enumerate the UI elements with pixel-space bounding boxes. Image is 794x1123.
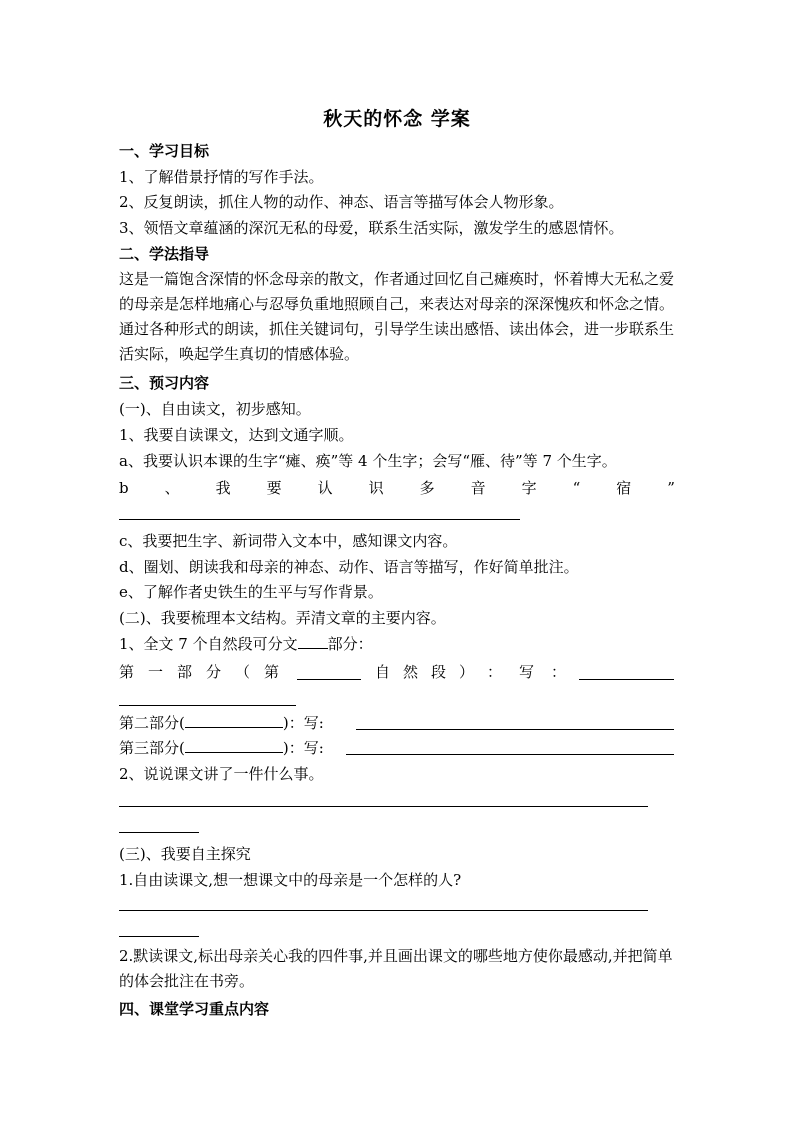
b-char: 要: [266, 479, 282, 497]
goal-item-2: 2、反复朗读，抓住人物的动作、神态、语言等描写体会人物形象。: [119, 193, 564, 211]
b-char: “: [572, 479, 581, 497]
part-one-char: （: [235, 663, 251, 681]
section-heading-goals: 一、学习目标: [119, 142, 210, 160]
part-one-char: 一: [148, 663, 164, 681]
part-two-summary-line[interactable]: [356, 729, 674, 730]
section-heading-preview: 三、预习内容: [119, 374, 210, 392]
b-char: 认: [317, 479, 333, 497]
part2-item1-prefix: 1、全文 7 个自然段可分文: [119, 635, 298, 653]
part-one-char: 第: [119, 663, 135, 681]
part-one-paragraph-blank[interactable]: [297, 663, 361, 680]
answer-line-event-2[interactable]: [119, 832, 199, 833]
part-three-paragraph-blank[interactable]: [185, 752, 283, 753]
part3-q1: 1.自由读课文,想一想课文中的母亲是一个怎样的人?: [119, 871, 462, 889]
part-one-char: 第: [264, 663, 280, 681]
part1-item1: 1、我要自读课文，达到文通字顺。: [119, 426, 354, 444]
part-three-suffix: )：写:: [282, 739, 324, 757]
part2-item1: [119, 633, 373, 655]
answer-line-event[interactable]: [119, 806, 648, 807]
part2-item1-suffix: 部分：: [327, 635, 373, 653]
b-char: 宿: [616, 479, 632, 497]
section-heading-focus: 四、课堂学习重点内容: [119, 1000, 270, 1018]
part-two-row: [119, 712, 324, 734]
parts-count-blank[interactable]: [298, 648, 328, 649]
part-one-char: ：: [551, 663, 567, 681]
b-char: 识: [368, 479, 384, 497]
b-char: 多: [419, 479, 435, 497]
part1-item-c: c、我要把生字、新词带入文本中，感知课文内容。: [119, 532, 458, 550]
part-one-char: 然: [403, 663, 419, 681]
part1-title: (一)、自由读文，初步感知。: [119, 400, 311, 418]
part-three-prefix: 第三部分(: [119, 739, 185, 757]
page-title: 秋天的怀念 学案: [323, 108, 471, 130]
part-one-char: ：: [487, 663, 503, 681]
part-one-char: 分: [206, 663, 222, 681]
part2-title: (二)、我要梳理本文结构。弄清文章的主要内容。: [119, 609, 446, 627]
b-char: ”: [667, 479, 675, 497]
part-three-row: [119, 737, 324, 759]
part2-item2: 2、说说课文讲了一件什么事。: [119, 765, 324, 783]
part-one-char: ）: [459, 663, 475, 681]
answer-line-q1-2[interactable]: [119, 936, 199, 937]
answer-line-b[interactable]: [119, 519, 520, 520]
goal-item-3: 3、领悟文章蕴涵的深沉无私的母爱，联系生活实际，激发学生的感恩情怀。: [119, 219, 624, 237]
part-two-suffix: )：写:: [282, 714, 324, 732]
method-paragraph: 这是一篇饱含深情的怀念母亲的散文，作者通过回忆自己瘫痪时，怀着博大无私之爱的母亲是怎样地痛心与忍辱负重地照顾自己，来表达对母亲的深深愧疚和怀念之情。通过各种形式的朗读，抓住关键词句，引导学生读出感悟、读出体会，进一步联系生活实际，唤起学生真切的情感体验。: [119, 270, 675, 363]
part-two-prefix: 第二部分(: [119, 714, 185, 732]
part1-item-a: a、我要认识本课的生字“瘫、痪”等 4 个生字；会写“雁、待”等 7 个生字。: [119, 452, 617, 470]
part-one-char: 段: [431, 663, 447, 681]
part1-item-d: d、圈划、朗读我和母亲的神态、动作、语言等描写，作好简单批注。: [119, 558, 579, 576]
answer-line-q1[interactable]: [119, 910, 648, 911]
b-char: 音: [470, 479, 486, 497]
b-char: 字: [521, 479, 537, 497]
part3-title: (三)、我要自主探究: [119, 845, 251, 863]
part-one-char: 自: [375, 663, 391, 681]
part-one-char: 写: [519, 663, 535, 681]
b-char: b: [119, 479, 129, 497]
part-two-paragraph-blank[interactable]: [185, 727, 283, 728]
part3-q2: 2.默读课文,标出母亲关心我的四件事,并且画出课文的哪些地方使你最感动,并把简单的体会批注在书旁。: [119, 947, 673, 990]
part-one-char: 部: [177, 663, 193, 681]
section-heading-method: 二、学法指导: [119, 245, 210, 263]
part1-item-e: e、了解作者史铁生的生平与写作背景。: [119, 583, 383, 601]
part-three-summary-line[interactable]: [346, 754, 674, 755]
b-char: 我: [215, 479, 231, 497]
part1-item-b: [119, 477, 675, 499]
b-char: 、: [164, 479, 180, 497]
goal-item-1: 1、了解借景抒情的写作手法。: [119, 168, 324, 186]
part-one-summary-line[interactable]: [579, 679, 674, 680]
part-one-summary-line-2[interactable]: [119, 705, 296, 706]
